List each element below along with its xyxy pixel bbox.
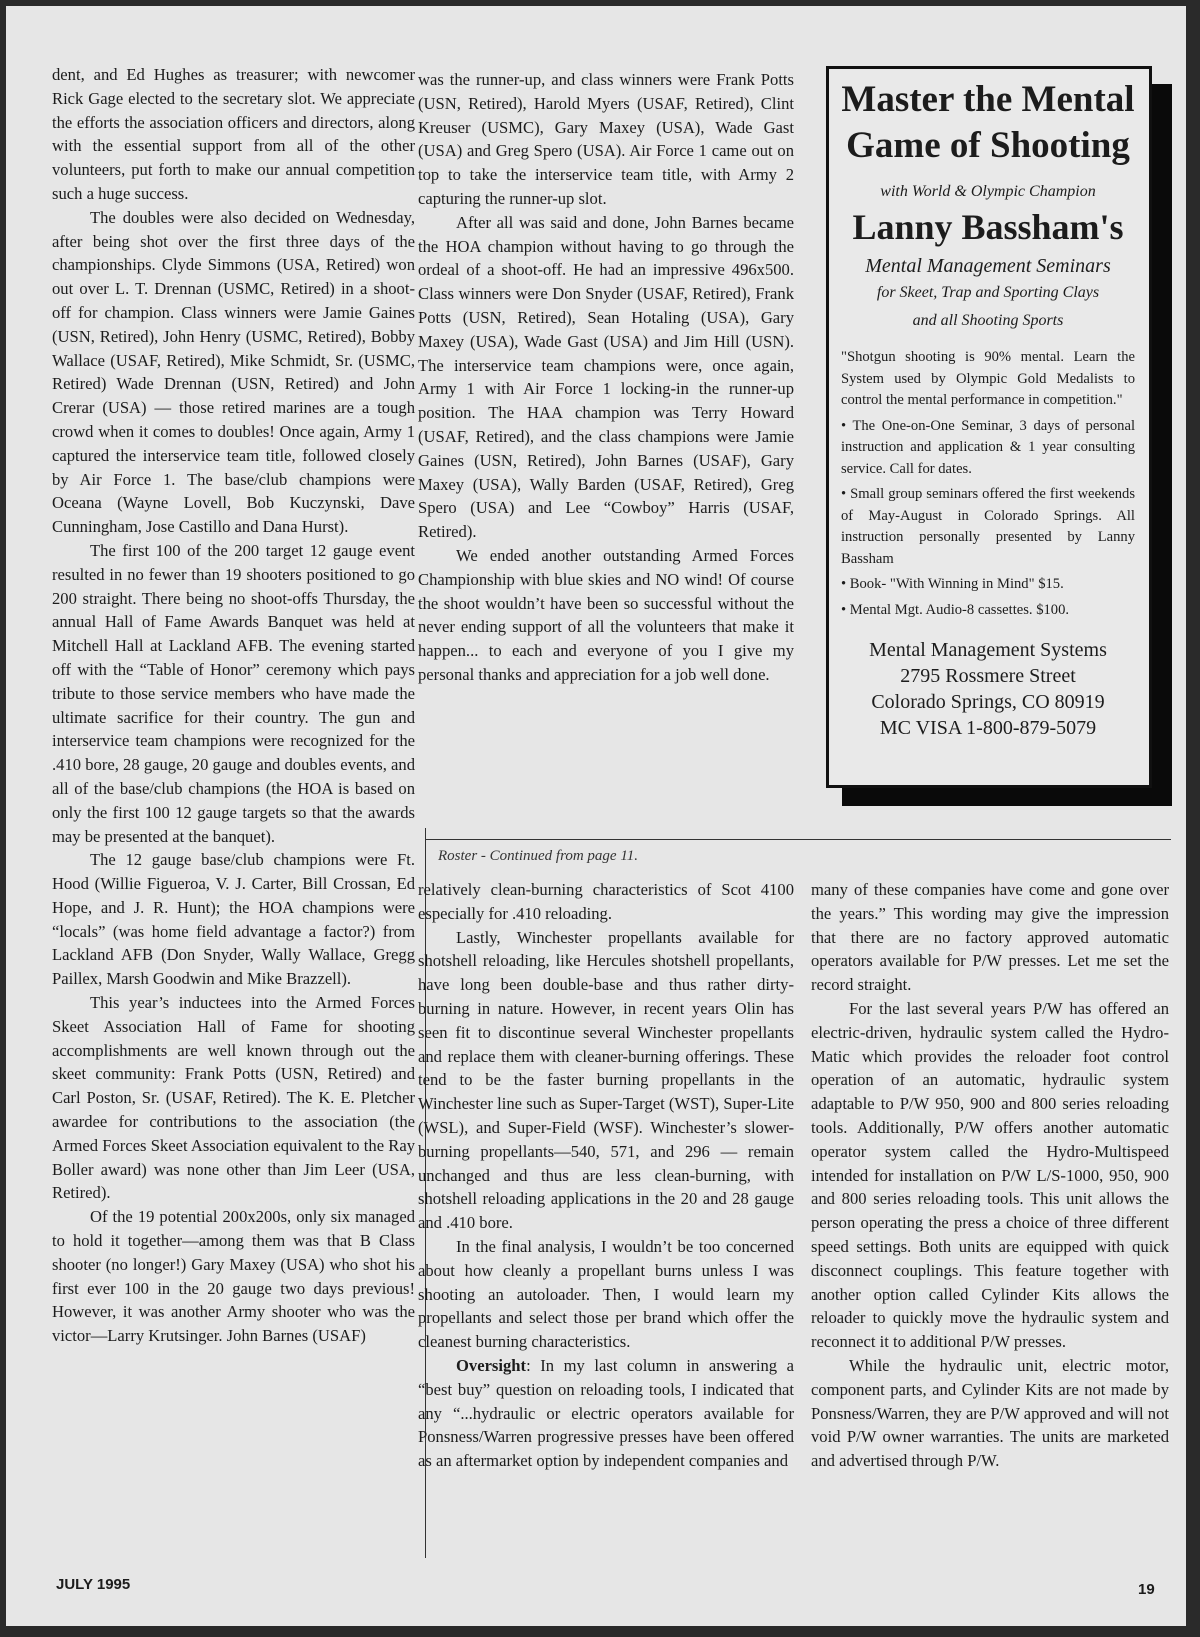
paragraph: For the last several years P/W has offered an electric-driven, hydraulic system called the Hydro-Matic which provides the reloader foot control operation of an automatic, hydraulic system adaptable to P/W 950, 900 and 800 series reloading tools. Additionally, P/W offers another automatic operator system called the Hydro-Multispeed intended for installation on P/W L/S-1000, 950, 900 and 800 series reloading tools. This unit allows the person operating the press a choice of three different speed settings. Both units are equipped with quick disconnect couplings. This feature together with another option called Cylinder Kits allows the reloader to quickly move the hydraulic system and reconnect it to additional P/W presses. xyxy=(811,998,1169,1352)
paragraph: relatively clean-burning characteristics of Scot 4100 especially for .410 reloading. xyxy=(418,880,794,923)
paragraph xyxy=(418,1354,794,1473)
ad-city: Colorado Springs, CO 80919 xyxy=(871,691,1105,713)
paragraph: dent, and Ed Hughes as treasurer; with newcomer Rick Gage elected to the secretary slot. We appreciate the efforts the association officers and directors, along with the essential support from all of the other volunteers, put forth to make our annual competition such a huge success. xyxy=(52,65,415,203)
ad-phone: MC VISA 1-800-879-5079 xyxy=(879,717,1097,739)
ad-bullet: • Mental Mgt. Audio-8 cassettes. $100. xyxy=(841,601,1070,618)
page-number: 19 xyxy=(1138,1581,1155,1598)
paragraph: Lastly, Winchester propellants available for shotshell reloading, like Hercules shotshell propellants, have long been double-base and thus rather dirty-burning in nature. However, in recent years Olin has seen fit to discontinue several Winchester propellants and replace them with cleaner-burning offerings. These tend to be the faster burning propellants in the Winchester line such as Super-Target (WST), Super-Lite (WSL), and Super-Field (WSF). Winchester’s slower-burning propellants—540, 571, and 296 — remain unchanged and thus are less clean-burning, with shotshell reloading applications in the 20 and 28 gauge and .410 bore. xyxy=(418,927,794,1233)
article-middle-column xyxy=(418,68,794,687)
magazine-page xyxy=(6,6,1186,1626)
paragraph: In the final analysis, I wouldn’t be too concerned about how cleanly a propellant burns unless I was shooting an autoloader. Then, I would learn my propellants and select those per brand which offer the cleanest burning characteristics. xyxy=(418,1236,794,1352)
paragraph: Of the 19 potential 200x200s, only six managed to hold it together—among them was that B Class shooter (no longer!) Gary Maxey (USA) who shot his first ever 100 in the 20 gauge two days previous! However, it was another Army shooter who was the victor—Larry Krutsinger. John Barnes (USAF) xyxy=(52,1207,415,1346)
ad-street: 2795 Rossmere Street xyxy=(900,665,1076,687)
ad-bullet: • Book- "With Winning in Mind" $15. xyxy=(841,576,1064,592)
roster-middle-column xyxy=(418,878,794,1473)
paragraph: many of these companies have come and gone over the years.” This wording may give the impression that there are no factory approved automatic operators available for P/W presses. Let me set the record straight. xyxy=(811,880,1169,995)
ad-body xyxy=(841,347,1135,621)
ad-bullet: • Small group seminars offered the first weekends of May-August in Colorado Springs. All instruction personally presented by Lanny Bassham xyxy=(841,486,1135,567)
paragraph: The 12 gauge base/club champions were Ft. Hood (Willie Figueroa, V. J. Carter, Bill Crossan, Ed Hope, and J. R. Hunt); the HOA champions were “locals” (was home field advantage a factor?) from Lackland AFB (Don Snyder, Wally Wallace, Gregg Paillex, Marsh Goodwin and Mike Brazzell). xyxy=(52,850,415,989)
ad-with-line: with World & Olympic Champion xyxy=(880,183,1096,200)
ad-bullet: • The One-on-One Seminar, 3 days of personal instruction and application & 1 year consulting service. Call for dates. xyxy=(841,417,1135,477)
section-divider-horizontal xyxy=(425,839,1171,840)
paragraph: While the hydraulic unit, electric motor, component parts, and Cylinder Kits are not made by Ponsness/Warren, they are P/W approved and will not void P/W owner warranties. The units are marketed and advertised through P/W. xyxy=(811,1355,1169,1471)
paragraph: This year’s inductees into the Armed Forces Skeet Association Hall of Fame for shooting accomplishments are well known through out the skeet community: Frank Potts (USN, Retired) and Carl Poston, Sr. (USAF, Retired). The K. E. Pletcher awardee for contributions to the association (the Armed Forces Skeet Association equivalent to the Ray Boller award) was none other than Jim Leer (USA, Retired). xyxy=(52,993,415,1203)
oversight-text: : In my last column in answering a “best buy” question on reloading tools, I indicated that any “...hydraulic or electric operators available for Ponsness/Warren progressive presses have been offered as an aftermarket option by independent companies and xyxy=(418,1355,794,1471)
paragraph: was the runner-up, and class winners were Frank Potts (USN, Retired), Harold Myers (USAF, Retired), Clint Kreuser (USMC), Gary Maxey (USA), Wade Gast (USA) and Greg Spero (USA). Air Force 1 came out on top to take the interservice team title, with Army 2 capturing the runner-up slot. xyxy=(418,70,794,208)
ad-subtitle: for Skeet, Trap and Sporting Clays xyxy=(876,284,1100,301)
paragraph: We ended another outstanding Armed Forces Championship with blue skies and NO wind! Of course the shoot wouldn’t have been so successful without the never ending support of all the volunteers that make it happen... to each and everyone of you I give my personal thanks and appreciation for a job well done. xyxy=(418,545,794,684)
ad-champion-name: Lanny Bassham's xyxy=(852,207,1124,247)
roster-right-column xyxy=(811,878,1169,1473)
ad-address xyxy=(841,637,1135,741)
ad-subtitle: and all Shooting Sports xyxy=(912,312,1064,329)
ad-company: Mental Management Systems xyxy=(869,639,1107,661)
advertisement-box xyxy=(826,66,1152,788)
oversight-label: Oversight xyxy=(456,1355,527,1375)
ad-quote: "Shotgun shooting is 90% mental. Learn the System used by Olympic Gold Medalists to control the mental performance in competition." xyxy=(841,349,1135,408)
ad-title-line: Game of Shooting xyxy=(846,125,1130,166)
ad-title-line: Master the Mental xyxy=(841,79,1135,120)
article-left-column xyxy=(52,63,415,1348)
issue-date: JULY 1995 xyxy=(56,1576,131,1593)
paragraph: The doubles were also decided on Wednesday, after being shot over the first three days of the championships. Clyde Simmons (USA, Retired) won out over L. T. Drennan (USMC, Retired) in a shoot-off for champion. Class winners were Jamie Gaines (USN, Retired), John Henry (USMC, Retired), Bobby Wallace (USAF, Retired), Mike Schmidt, Sr. (USMC, Retired) Wade Drennan (USN, Retired) and John Crerar (USA) — those retired marines are a tough crowd when it comes to doubles! Once again, Army 1 captured the interservice team title, followed closely by Air Force 1. The base/club champions were Oceana (Wayne Lovell, Bob Kuczynski, Dave Cunningham, Jose Castillo and Dana Hurst). xyxy=(52,207,415,537)
paragraph: After all was said and done, John Barnes became the HOA champion without having to go through the ordeal of a shoot-off. He had an impressive 496x500. Class winners were Don Snyder (USAF, Retired), Frank Potts (USN, Retired), Sean Hotaling (USA), Gary Maxey (USA), Wade Gast (USA) and Jim Hill (USN). The interservice team champions were, once again, Army 1 with Air Force 1 locking-in the runner-up position. The HAA champion was Terry Howard (USAF, Retired), and the class champions were Jamie Gaines (USN, Retired), John Barnes (USAF), Gary Maxey (USA), Wally Barden (USAF, Retired), Greg Spero (USA) and Lee “Cowboy” Harris (USAF, Retired). xyxy=(418,212,794,542)
roster-continued-heading: Roster - Continued from page 11. xyxy=(438,848,638,864)
ad-seminars: Mental Management Seminars xyxy=(865,255,1111,277)
paragraph: The first 100 of the 200 target 12 gauge event resulted in no fewer than 19 shooters positioned to go 200 straight. There being no shoot-offs Thursday, the annual Hall of Fame Awards Banquet was held at Mitchell Hall at Lackland AFB. The evening started off with the “Table of Honor” ceremony which pays tribute to those service members who have made the ultimate sacrifice for their country. The gun and interservice team champions were recognized for the .410 bore, 28 gauge, 20 gauge and doubles events, and all of the base/club champions (the HOA is based on only the first 100 12 gauge targets so that the awards may be presented at the banquet). xyxy=(52,540,415,846)
